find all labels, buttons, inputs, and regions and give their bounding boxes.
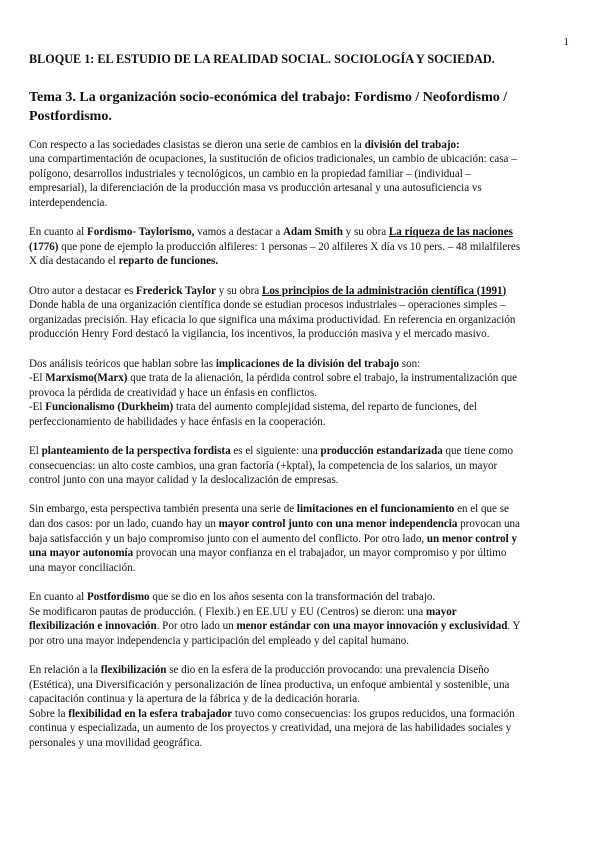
text: son: — [399, 357, 421, 370]
emphasis: (1776) — [29, 240, 59, 253]
line: consecuencias: un alto coste cambios, una gran factoría (+kptal), la competencia de los salarios, un mayor — [29, 459, 498, 472]
line — [29, 138, 571, 153]
line — [29, 444, 571, 459]
line — [29, 371, 571, 386]
line — [29, 400, 571, 415]
line — [29, 240, 571, 255]
text: baja satisfacción y un bajo compromiso junto con el aumento del conflicto. Por otro lado, — [29, 532, 427, 545]
line — [29, 254, 571, 269]
emphasis: planteamiento de la perspectiva fordista — [41, 445, 231, 458]
emphasis: división del trabajo: — [364, 138, 460, 151]
emphasis: flexibilización e innovación — [29, 620, 157, 633]
emphasis: mayor — [425, 605, 457, 618]
line — [29, 532, 571, 547]
emphasis: limitaciones en el funcionamiento — [296, 503, 455, 516]
line — [29, 546, 571, 561]
emphasis: implicaciones de la división del trabajo — [215, 357, 400, 370]
line: polígono, desarrollos industriales y tecnológicos, un cambio en la propiedad familiar – (individual – — [29, 167, 472, 180]
line: (Estética), una Diversificación y personalización de línea productiva, un enfoque ambiental y sostenible, una — [29, 678, 510, 691]
text: se dio en la esfera de la producción provocando: una prevalencia Diseño — [166, 663, 490, 676]
text: -El — [29, 401, 46, 414]
emphasis: una mayor autonomía — [29, 547, 134, 560]
text: Con respecto a las sociedades clasistas se dieron una serie de cambios en la — [29, 138, 365, 151]
emphasis: Frederick Taylor — [136, 284, 216, 297]
topic-title — [29, 88, 571, 126]
book-title: La riqueza de las naciones — [388, 226, 513, 239]
line: control junto con una mayor calidad y la deslocalización de empresas. — [29, 474, 339, 487]
text: . Y — [507, 620, 521, 633]
emphasis: mayor control junto con una menor independencia — [218, 518, 458, 531]
line — [29, 225, 571, 240]
emphasis: reparto de funciones. — [118, 255, 219, 268]
line: una mayor conciliación. — [29, 561, 136, 574]
line: producción Henry Ford destacó la vigilancia, los incentivos, la producción masiva y el mercado masivo. — [29, 328, 490, 341]
emphasis: un menor control y — [426, 532, 518, 545]
line: empresarial), la diferenciación de la producción masa vs producción artesanal y una autosuficiencia vs — [29, 182, 482, 195]
text: Dos análisis teóricos que hablan sobre las — [29, 357, 216, 370]
line — [29, 663, 571, 678]
paragraph-taylor — [29, 284, 571, 342]
page-number: 1 — [563, 36, 569, 48]
line: capacitación continua y la apertura de la fábrica y de la dedicación horaria. — [29, 693, 360, 706]
line: provoca la pérdida de creatividad y hace un énfasis en conflictos. — [29, 386, 318, 399]
emphasis: flexibilización — [100, 663, 167, 676]
emphasis: Funcionalismo (Durkheim) — [45, 401, 174, 414]
text: tuvo como consecuencias: los grupos reducidos, una formación — [232, 707, 515, 720]
text: X día destacando el — [29, 255, 119, 268]
topic-title-line-1: Tema 3. La organización socio-económica del trabajo: Fordismo / Neofordismo / — [29, 89, 508, 105]
text: trata del aumento complejidad sistema, del reparto de funciones, del — [173, 401, 477, 414]
text: Sobre la — [29, 707, 69, 720]
line — [29, 357, 571, 372]
line — [29, 502, 571, 517]
paragraph-division-trabajo — [29, 138, 571, 211]
text: que pone de ejemplo la producción alfileres: 1 personas – 20 alfileres X día vs 10 pers. – 48 milalfileres — [58, 240, 521, 253]
text: Sin embargo, esta perspectiva también presenta una serie de — [29, 503, 297, 516]
paragraph-fordismo-taylorismo — [29, 225, 571, 269]
text: y su obra — [342, 226, 389, 239]
line — [29, 517, 571, 532]
text: Otro autor a destacar es — [29, 284, 137, 297]
book-title: Los principios de la administración científica (1991) — [261, 284, 507, 297]
block-title: BLOQUE 1: EL ESTUDIO DE LA REALIDAD SOCIAL. SOCIOLOGÍA Y SOCIEDAD. — [29, 52, 495, 66]
text: es el siguiente: una — [230, 445, 321, 458]
line: personales y una movilidad geográfica. — [29, 736, 203, 749]
topic-title-line-2: Postfordismo. — [29, 108, 112, 124]
text: provocan una — [457, 518, 520, 531]
line: perfeccionamiento de habilidades y hace énfasis en la cooperación. — [29, 415, 326, 428]
paragraph-perspectiva-fordista — [29, 444, 571, 488]
emphasis: flexibilidad en la esfera trabajador — [68, 707, 233, 720]
line: por otro una mayor independencia y participación del empleado y del capital humano. — [29, 634, 410, 647]
document-body — [29, 52, 571, 765]
line — [29, 707, 571, 722]
paragraph-limitaciones — [29, 502, 571, 575]
paragraph-analisis-teoricos — [29, 357, 571, 430]
text: vamos a destacar a — [194, 226, 284, 239]
paragraph-postfordismo — [29, 590, 571, 648]
line — [29, 605, 571, 620]
emphasis: Fordismo- Taylorismo, — [86, 226, 195, 239]
line: una compartimentación de ocupaciones, la sustitución de oficios tradicionales, un cambio de ubicación: casa – — [29, 153, 517, 166]
text: dan dos casos: por un lado, cuando hay un — [29, 518, 219, 531]
text: que se dio en los años sesenta con la transformación del trabajo. — [149, 591, 436, 603]
emphasis: Marxismo(Marx) — [45, 372, 128, 385]
line: continua y especializada, un aumento de los proyectos y creatividad, una mejora de las habilidades sociales y — [29, 722, 512, 735]
line — [29, 619, 571, 634]
text: que tiene como — [442, 445, 513, 458]
text: En cuanto al — [29, 226, 87, 239]
text: -El — [29, 372, 46, 385]
text: provocan una mayor confianza en el trabajador, un mayor compromiso y por último — [133, 547, 507, 560]
emphasis: Postfordismo — [86, 591, 150, 603]
emphasis: Adam Smith — [283, 226, 343, 239]
emphasis: menor estándar con una mayor innovación y exclusividad — [236, 620, 508, 633]
paragraph-flexibilizacion — [29, 663, 571, 751]
line — [29, 284, 571, 299]
text: El — [29, 445, 42, 458]
emphasis: producción estandarizada — [320, 445, 443, 458]
line: organizadas precisión. Hay eficacia lo que significa una máxima productividad. En referencia en organización — [29, 313, 516, 326]
line: interdependencia. — [29, 196, 108, 209]
line: Donde habla de una organización científica donde se estudian procesos industriales – operaciones simples – — [29, 299, 506, 312]
text: y su obra — [215, 284, 262, 297]
text: En cuanto al — [29, 591, 87, 603]
text: . Por otro lado un — [156, 620, 237, 633]
line — [29, 590, 571, 605]
text: Se modificaron pautas de producción. ( Flexib.) en EE.UU y EU (Centros) se dieron: una — [29, 605, 426, 618]
text: que trata de la alienación, la pérdida control sobre el trabajo, la instrumentalización que — [127, 372, 518, 385]
text: en el que se — [454, 503, 509, 516]
text: En relación a la — [29, 663, 101, 676]
